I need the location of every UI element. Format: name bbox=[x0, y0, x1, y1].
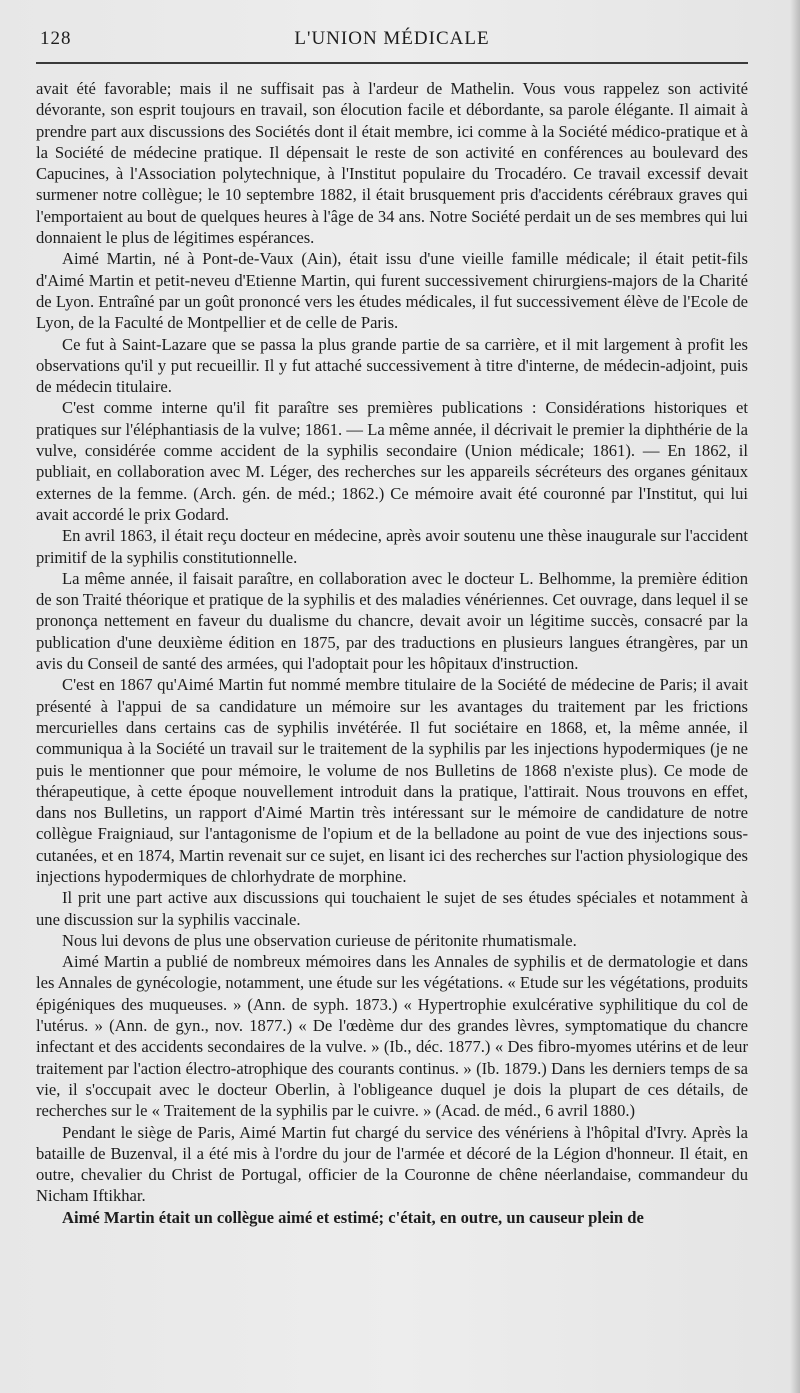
paragraph: avait été favorable; mais il ne suffisait pas à l'ardeur de Mathelin. Vous vous rappelez son activité dévorante, son esprit toujours en travail, son élocution facile et débordante, sa parole élégante. Il aimait à prendre part aux discussions des Sociétés dont il était membre, ici comme à la Société médico-pratique et à la Société de médecine pratique. Il dépensait le reste de son activité en conférences au boulevard des Capucines, à l'Association polytechnique, à l'Institut populaire du Trocadéro. Ce travail excessif devait surmener notre collègue; le 10 septembre 1882, il était brusquement pris d'accidents cérébraux graves qui l'emportaient au bout de quelques heures à l'âge de 34 ans. Notre Société perdait un de ses membres qui lui donnaient le plus de légitimes espérances. bbox=[36, 79, 748, 248]
page-number: 128 bbox=[40, 28, 72, 49]
paragraph: La même année, il faisait paraître, en collaboration avec le docteur L. Belhomme, la première édition de son Traité théorique et pratique de la syphilis et des maladies vénériennes. Cet ouvrage, dans lequel il se prononça nettement en faveur du dualisme du chancre, devait avoir un légitime succès, consacré par la publication d'une deuxième édition en 1875, par des traductions en plusieurs langues étrangères, par un avis du Conseil de santé des armées, qui l'adoptait pour les hôpitaux d'instruction. bbox=[36, 568, 748, 674]
paragraph: Aimé Martin était un collègue aimé et estimé; c'était, en outre, un causeur plein de bbox=[62, 1207, 644, 1227]
paragraph: C'est comme interne qu'il fit paraître ses premières publications : Considérations historiques et pratiques sur l'éléphantiasis de la vulve; 1861. — La même année, il décrivait le premier la diphthérie de la vulve, considérée comme accident de la syphilis secondaire (Union médicale; 1861). — En 1862, il publiait, en collaboration avec M. Léger, des recherches sur les appareils sécréteurs des organes génitaux externes de la femme. (Arch. gén. de méd.; 1862.) Ce mémoire avait été couronné par l'Institut, qui lui avait accordé le prix Godard. bbox=[36, 398, 748, 524]
paragraph: Aimé Martin, né à Pont-de-Vaux (Ain), était issu d'une vieille famille médicale; il était petit-fils d'Aimé Martin et petit-neveu d'Etienne Martin, qui furent successivement chirurgiens-majors de la Charité de Lyon. Entraîné par un goût prononcé vers les études médicales, il fut successivement élève de l'Ecole de Lyon, de la Faculté de Montpellier et de celle de Paris. bbox=[36, 249, 748, 333]
paragraph: Ce fut à Saint-Lazare que se passa la plus grande partie de sa carrière, et il mit largement à profit les observations qu'il y put recueillir. Il y fut attaché successivement à titre d'interne, de médecin-adjoint, puis de médecin titulaire. bbox=[36, 334, 748, 397]
journal-title: L'UNION MÉDICALE bbox=[294, 28, 490, 49]
page-edge-shadow bbox=[790, 0, 800, 1393]
header-rule bbox=[36, 62, 748, 64]
paragraph: En avril 1863, il était reçu docteur en médecine, après avoir soutenu une thèse inaugurale sur l'accident primitif de la syphilis constitutionnelle. bbox=[36, 526, 748, 567]
page-header bbox=[36, 20, 748, 50]
article-body bbox=[36, 78, 748, 1228]
paragraph: Nous lui devons de plus une observation curieuse de péritonite rhumatismale. bbox=[62, 930, 577, 950]
paragraph: C'est en 1867 qu'Aimé Martin fut nommé membre titulaire de la Société de médecine de Paris; il avait présenté à l'appui de sa candidature un mémoire sur les avantages du traitement par les frictions mercurielles dans certains cas de syphilis invétérée. Il fut sociétaire en 1868, et, la même année, il communiqua à la Société un travail sur le traitement de la syphilis par les injections hypodermiques (je ne puis le mentionner que pour mémoire, le volume de nos Bulletins de 1868 n'existe plus). Ce mode de thérapeutique, à cette époque nouvellement introduit dans la pratique, l'attirait. Nous trouvons en effet, dans nos Bulletins, un rapport d'Aimé Martin très intéressant sur le mémoire de candidature de notre collègue Fraigniaud, sur l'antagonisme de l'opium et de la belladone au point de vue des injections sous-cutanées, et en 1874, Martin revenait sur ce sujet, en lisant ici des recherches sur l'action physiologique des injections hypodermiques de chlorhydrate de morphine. bbox=[36, 675, 748, 886]
paragraph: Pendant le siège de Paris, Aimé Martin fut chargé du service des vénériens à l'hôpital d'Ivry. Après la bataille de Buzenval, il a été mis à l'ordre du jour de l'armée et décoré de la Légion d'honneur. Il était, en outre, chevalier du Christ de Portugal, officier de la Couronne de chêne néerlandaise, commandeur du Nicham Iftikhar. bbox=[36, 1122, 748, 1206]
paragraph: Aimé Martin a publié de nombreux mémoires dans les Annales de syphilis et de dermatologie et dans les Annales de gynécologie, notamment, une étude sur les végétations. « Etude sur les végétations, produits épigéniques des muqueuses. » (Ann. de syph. 1873.) « Hypertrophie exulcérative syphilitique du col de l'utérus. » (Ann. de gyn., nov. 1877.) « De l'œdème dur des grandes lèvres, symptomatique du chancre infectant et des accidents secondaires de la vulve. » (Ib., déc. 1877.) « Des fibro-myomes utérins et de leur traitement par l'action électro-atrophique des courants continus. » (Ib. 1879.) Dans les derniers temps de sa vie, il s'occupait avec le docteur Oberlin, à l'obligeance duquel je dois la plupart de ces détails, de recherches sur le « Traitement de la syphilis par le cuivre. » (Acad. de méd., 6 avril 1880.) bbox=[36, 952, 748, 1121]
paragraph: Il prit une part active aux discussions qui touchaient le sujet de ses études spéciales et notamment à une discussion sur la syphilis vaccinale. bbox=[36, 888, 748, 929]
